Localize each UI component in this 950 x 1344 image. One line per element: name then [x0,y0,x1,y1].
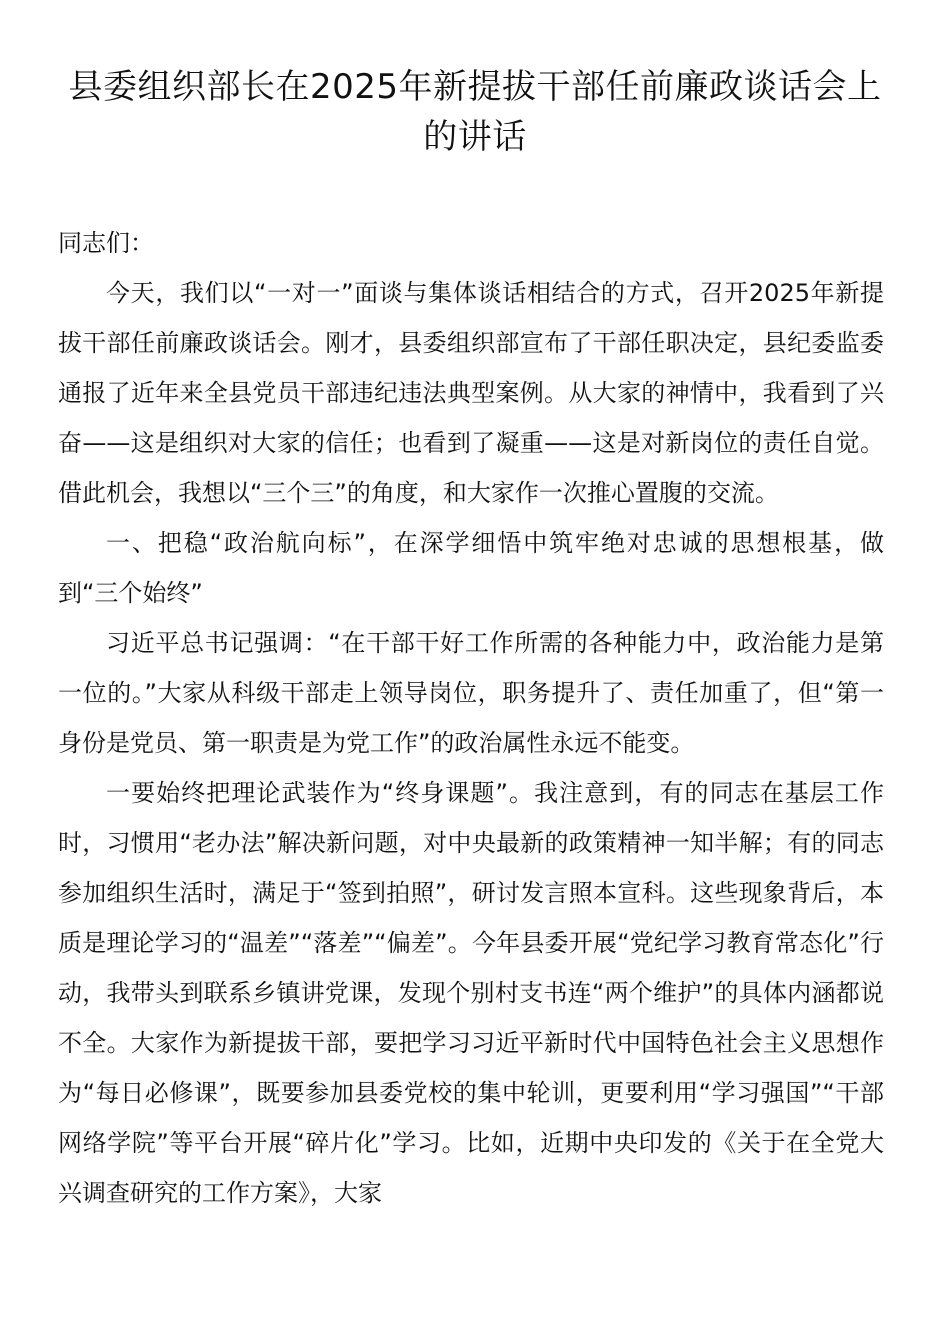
section-heading-1: 一、把稳“政治航向标”，在深学细悟中筑牢绝对忠诚的思想根基，做到“三个始终” [58,529,884,607]
paragraph-theory: 一要始终把理论武装作为“终身课题”。我注意到，有的同志在基层工作时，习惯用“老办法”解决新问题，对中央最新的政策精神一知半解；有的同志参加组织生活时，满足于“签到拍照”，研讨发言照本宣科。这些现象背后，本质是理论学习的“温差”“落差”“偏差”。今年县委开展“党纪学习教育常态化”行动，我带头到联系乡镇讲党课，发现个别村支书连“两个维护”的具体内涵都说不全。大家作为新提拔干部，要把学习习近平新时代中国特色社会主义思想作为“每日必修课”，既要参加县委党校的集中轮训，更要利用“学习强国”“干部网络学院”等平台开展“碎片化”学习。比如，近期中央印发的《关于在全党大兴调查研究的工作方案》，大家 [58,779,884,1207]
paragraph-quote: 习近平总书记强调：“在干部干好工作所需的各种能力中，政治能力是第一位的。”大家从科级干部走上领导岗位，职务提升了、责任加重了，但“第一身份是党员、第一职责是为党工作”的政治属性永远不能变。 [58,629,884,757]
document-title: 县委组织部长在2025年新提拔干部任前廉政谈话会上的讲话 [68,67,882,157]
document-body [58,218,884,1218]
salutation: 同志们： [58,229,154,257]
paragraph-intro: 今天，我们以“一对一”面谈与集体谈话相结合的方式，召开2025年新提拔干部任前廉政谈话会。刚才，县委组织部宣布了干部任职决定，县纪委监委通报了近年来全县党员干部违纪违法典型案例。从大家的神情中，我看到了兴奋——这是组织对大家的信任；也看到了凝重——这是对新岗位的责任自觉。借此机会，我想以“三个三”的角度，和大家作一次推心置腹的交流。 [58,279,884,507]
